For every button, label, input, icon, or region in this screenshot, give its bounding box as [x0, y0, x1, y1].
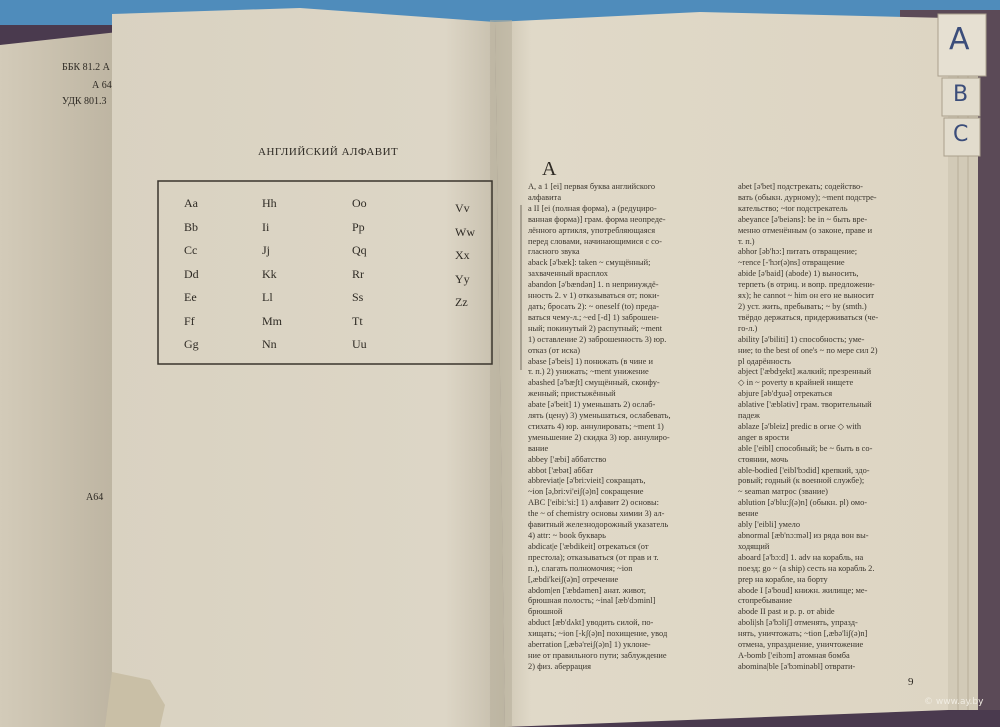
- page-number: 9: [908, 676, 914, 688]
- dictionary-line: abode I [ə'boud] книжн. жилище; ме-: [738, 585, 868, 595]
- dictionary-line: падеж: [738, 411, 760, 421]
- dictionary-line: 2) уст. жить, пребывать; ~ by (smth.): [738, 301, 867, 311]
- alphabet-letter: Ww: [455, 224, 475, 239]
- dictionary-line: вение: [738, 509, 759, 519]
- dictionary-line: го-л.): [738, 323, 758, 333]
- dictionary-line: ванная форма)] грам. форма неопреде-: [528, 214, 666, 224]
- dictionary-line: отказ (от иска): [528, 345, 581, 355]
- dictionary-line: abet [ə'bet] подстрекать; содейство-: [738, 182, 863, 191]
- author-mark: А 64: [92, 80, 112, 91]
- alphabet-letter: Aa: [184, 196, 198, 210]
- dictionary-line: ~ seaman матрос (звание): [738, 487, 828, 497]
- alphabet-letter: Ii: [262, 219, 270, 234]
- dictionary-line: перед словами, начинающимися с со-: [528, 236, 662, 246]
- dictionary-line: нять, уничтожать; ~tion [,æbə'liʃ(ə)n]: [738, 629, 868, 639]
- dictionary-line: кательство; ~tor подстрекатель: [738, 203, 848, 213]
- dictionary-line: лённого артикля, употребляющаяся: [528, 225, 656, 235]
- alphabet-letter: Pp: [352, 219, 365, 234]
- alphabet-letter: Zz: [455, 295, 468, 309]
- dictionary-line: abeyance [ə'beiəns]: be in ~ быть вре-: [738, 214, 868, 224]
- dictionary-line: aback [ə'bæk]: taken ~ смущённый;: [528, 258, 651, 268]
- udk-code: УДК 801.3: [62, 96, 107, 107]
- dictionary-column-left: [528, 182, 671, 673]
- dictionary-line: A-bomb ['eibɔm] атомная бомба: [738, 650, 850, 660]
- alphabet-letter: Xx: [455, 248, 470, 262]
- alphabet-letter: Yy: [455, 271, 470, 286]
- dictionary-line: abate [ə'beit] 1) уменьшать 2) ослаб-: [528, 400, 656, 410]
- dictionary-line: уменьшение 2) скидка 3) юр. аннулиро-: [528, 432, 670, 442]
- dictionary-line: терпеть (в отриц. и вопр. предложени-: [738, 280, 875, 290]
- dictionary-column-right: [738, 182, 878, 673]
- dictionary-line: гласного звука: [528, 247, 580, 257]
- alphabet-letter: Qq: [352, 243, 367, 257]
- dictionary-line: ablative ['æblətiv] грам. творительный: [738, 400, 872, 410]
- alphabet-letter: Ll: [262, 290, 273, 304]
- dictionary-line: ability [ə'biliti] 1) способность; уме-: [738, 334, 865, 344]
- dictionary-line: ably ['eibli] умело: [738, 520, 801, 530]
- alphabet-letter: Bb: [184, 219, 199, 234]
- dictionary-line: abode II past и p. p. от abide: [738, 607, 835, 617]
- dictionary-line: т. п.) 2) унижать; ~ment унижение: [528, 367, 649, 377]
- watermark: © www.ay.by: [924, 697, 984, 707]
- dictionary-line: ние; to the best of one's ~ по мере сил 2): [738, 345, 878, 355]
- alphabet-letter: Mm: [262, 313, 283, 328]
- alphabet-letter: Ee: [184, 290, 197, 304]
- dictionary-line: prep на корабле, на борту: [738, 574, 828, 584]
- dictionary-line: вание: [528, 443, 549, 453]
- dictionary-line: 4) attr: ~ book букварь: [528, 531, 606, 540]
- dictionary-line: вать (обыкн. дурному); ~ment подстре-: [738, 192, 877, 202]
- alphabet-letter: Dd: [184, 266, 199, 281]
- alphabet-letter: Tt: [352, 313, 363, 328]
- section-letter: A: [542, 158, 557, 180]
- tab-letter-b: B: [953, 82, 969, 107]
- dictionary-line: abnormal [æb'nɔ:məl] из ряда вон вы-: [738, 531, 869, 540]
- dictionary-line: женный; пристыжённый: [528, 389, 616, 399]
- dictionary-line: abduct [æb'dʌkt] уводить силой, по-: [528, 618, 654, 628]
- alphabet-letter: Ss: [352, 290, 364, 304]
- left-page: [105, 8, 505, 727]
- dictionary-line: ablution [ə'blu:ʃ(ə)n] (обыкн. pl) омо-: [738, 498, 868, 508]
- dictionary-line: ровый; годный (к военной службе);: [738, 476, 865, 486]
- alphabet-letter: Oo: [352, 196, 367, 210]
- dictionary-line: abject ['æbdʒekt] жалкий; презренный: [738, 367, 872, 377]
- dictionary-line: престола); отказываться (от прав и т.: [528, 552, 659, 562]
- dictionary-line: aberration [,æbə'reiʃ(ə)n] 1) уклоне-: [528, 640, 651, 650]
- dictionary-line: abjure [əb'dʒuə] отрекаться: [738, 389, 833, 399]
- dictionary-line: pl одарённость: [738, 356, 791, 366]
- dictionary-line: a II [ei (полная форма), ə (редуциро-: [528, 203, 657, 213]
- dictionary-line: стихать 4) юр. аннулировать; ~ment 1): [528, 421, 664, 431]
- bbk-code: ББК 81.2 А: [62, 62, 110, 73]
- footer-code: А64: [86, 492, 104, 503]
- dictionary-line: менно отменённым (о законе, праве и: [738, 225, 873, 235]
- dictionary-line: стоянии, мочь: [738, 454, 789, 464]
- dictionary-line: твёрдо держаться, придерживаться (че-: [738, 312, 879, 322]
- gutter-shadow: [490, 20, 512, 727]
- dictionary-line: [,æbdi'keiʃ(ə)n] отречение: [528, 574, 619, 584]
- alphabet-title: АНГЛИЙСКИЙ АЛФАВИТ: [258, 146, 399, 158]
- dictionary-line: ~ion [ə,bri:vi'eiʃ(ə)n] сокращение: [528, 487, 644, 497]
- tab-letter-c: C: [953, 122, 969, 147]
- dictionary-line: abandon [ə'bændən] 1. n непринуждё-: [528, 280, 659, 290]
- alphabet-letter: Gg: [184, 337, 199, 351]
- dictionary-line: 2) физ. аберрация: [528, 661, 591, 671]
- alphabet-letter: Cc: [184, 243, 198, 257]
- alphabet-letter: Uu: [352, 337, 367, 351]
- dictionary-line: ваться чему-л.; ~ed [-d] 1) заброшен-: [528, 312, 659, 322]
- dictionary-line: брюшная полость; ~inal [æb'dɔminl]: [528, 596, 656, 606]
- alphabet-letter: Nn: [262, 337, 277, 351]
- dictionary-line: abbey ['æbi] аббатство: [528, 454, 607, 464]
- dictionary-line: фавитный железнодорожный указатель: [528, 520, 669, 530]
- dictionary-line: A, a 1 [ei] первая буква английского: [528, 182, 656, 191]
- dictionary-line: алфавита: [528, 192, 562, 202]
- dictionary-line: abdicat|e ['æbdikeit] отрекаться (от: [528, 541, 649, 551]
- dictionary-line: the ~ of chemistry основы химии 3) ал-: [528, 509, 665, 519]
- dictionary-line: нность 2. v 1) отказываться от; поки-: [528, 291, 660, 301]
- alphabet-letter: Ff: [184, 313, 195, 328]
- dictionary-line: отмена, упразднение, уничтожение: [738, 640, 864, 650]
- dictionary-line: abbreviat|e [ə'bri:vieit] сокращать,: [528, 476, 646, 486]
- alphabet-letter: Vv: [455, 201, 470, 215]
- dictionary-line: дать; бросать 2): ~ oneself (to) преда-: [528, 301, 659, 311]
- alphabet-letter: Kk: [262, 266, 277, 281]
- dictionary-line: ◇ in ~ poverty в крайней нищете: [738, 378, 854, 388]
- dictionary-line: т. п.): [738, 236, 755, 246]
- alphabet-letter: Rr: [352, 266, 364, 281]
- alphabet-letter: Hh: [262, 196, 277, 210]
- alphabet-letter: Jj: [262, 243, 271, 257]
- dictionary-line: able-bodied ['eibl'bɔdid] крепкий, здо-: [738, 465, 870, 475]
- dictionary-line: anger в ярости: [738, 432, 790, 442]
- dictionary-line: abide [ə'baid] (abode) 1) выносить,: [738, 269, 859, 279]
- dictionary-line: abhor [əb'hɔ:] питать отвращение;: [738, 247, 858, 257]
- dictionary-line: ях); he cannot ~ him он его не выносит: [738, 291, 875, 301]
- dictionary-line: abbot ['æbət] аббат: [528, 465, 594, 475]
- dictionary-line: хищать; ~ion [-kʃ(ə)n] похищение, увод: [528, 629, 668, 639]
- dictionary-line: 1) оставление 2) заброшенность 3) юр.: [528, 334, 667, 344]
- dictionary-line: стопребывание: [738, 596, 792, 606]
- dictionary-line: ABC ['eibi:'si:] 1) алфавит 2) основы:: [528, 498, 659, 508]
- dictionary-line: abdom|en ['æbdəmen] анат. живот,: [528, 585, 647, 595]
- dictionary-line: abomina|ble [ə'bɔminəbl] отврати-: [738, 661, 856, 671]
- dictionary-line: п.), слагать полномочия; ~ion: [528, 563, 633, 573]
- dictionary-line: abase [ə'beis] 1) понижать (в чине и: [528, 356, 653, 366]
- dictionary-line: ходящий: [738, 541, 770, 551]
- dictionary-line: брюшной: [528, 607, 563, 617]
- dictionary-line: able ['eibl] способный; be ~ быть в со-: [738, 443, 873, 453]
- dictionary-line: aboard [ə'bɔ:d] 1. adv на корабль, на: [738, 552, 864, 562]
- dictionary-line: ablaze [ə'bleiz] predic в огне ◇ with: [738, 421, 862, 431]
- dictionary-line: abashed [ə'bæʃt] смущённый, сконфу-: [528, 378, 660, 388]
- dictionary-line: ный; покинутый 2) распутный; ~ment: [528, 323, 663, 333]
- dictionary-line: лять (цену) 3) уменьшаться, ослабевать,: [528, 411, 671, 421]
- tab-letter-a: A: [949, 22, 970, 57]
- left-back-page: [0, 32, 118, 727]
- dictionary-line: поезд; go ~ (a ship) сесть на корабль 2.: [738, 563, 875, 573]
- dictionary-line: ~rence [-'hɔr(ə)ns] отвращение: [738, 258, 845, 268]
- dictionary-line: ние от правильного пути; заблуждение: [528, 650, 667, 660]
- dictionary-line: aboli|sh [ə'bɔliʃ] отменять, упразд-: [738, 618, 858, 628]
- dictionary-line: захваченный врасплох: [528, 269, 608, 279]
